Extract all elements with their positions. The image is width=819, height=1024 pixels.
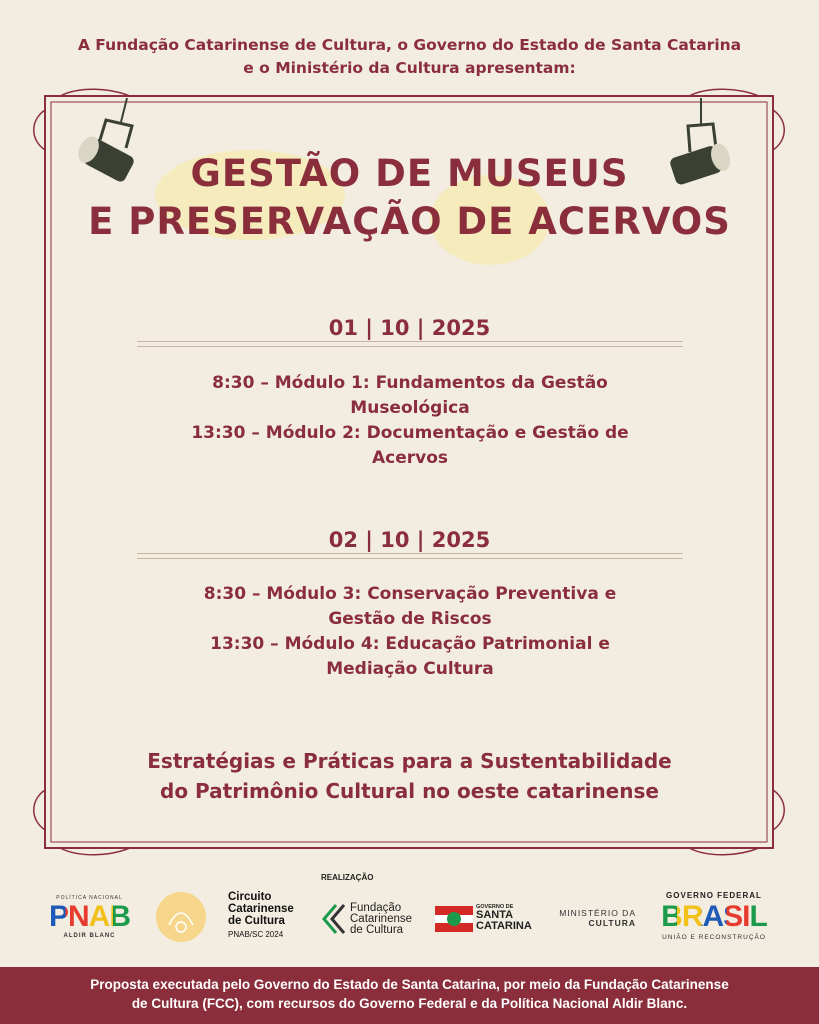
footer-banner: [0, 967, 819, 1024]
circuito-emblem-icon: [155, 891, 207, 943]
circuito-text-3: de Cultura: [228, 915, 285, 927]
event-title: [0, 150, 819, 246]
minc-logo: [552, 908, 636, 928]
gov-sc-text-1: GOVERNO DE: [476, 904, 514, 910]
title-line-1: GESTÃO DE MUSEUS: [190, 152, 629, 195]
gov-sc-text-2: SANTA: [476, 909, 514, 921]
circuito-logo: [228, 891, 294, 941]
schedule-day-1: [120, 371, 700, 471]
minc-text-2: CULTURA: [588, 918, 636, 928]
schedule-day-2: [120, 582, 700, 682]
divider-day-1: [137, 341, 683, 347]
schedule-item: Acervos: [371, 448, 449, 468]
divider-day-2: [137, 553, 683, 559]
fcc-text-2: Catarinense: [350, 913, 413, 925]
date-day-1: 01 | 10 | 2025: [328, 316, 491, 340]
gov-fed-main-text: BRASIL: [652, 900, 776, 934]
schedule-item: 13:30 – Módulo 2: Documentação e Gestão de: [191, 423, 629, 443]
fcc-chevron-icon: [320, 903, 348, 935]
footer-line-2: de Cultura (FCC), com recursos do Governo Federal e da Política Nacional Aldir Blanc.: [131, 996, 688, 1011]
minc-text-1: MINISTÉRIO DA: [559, 908, 636, 918]
gov-sc-text-3: CATARINA: [476, 920, 532, 932]
schedule-item: Museológica: [350, 398, 470, 418]
pnab-top-text: POLÍTICA NACIONAL: [56, 895, 123, 901]
fcc-text-1: Fundação: [350, 902, 402, 914]
realizacao-label: REALIZAÇÃO: [321, 873, 374, 882]
schedule-item: Gestão de Riscos: [328, 609, 492, 629]
circuito-text-1: Circuito: [228, 891, 272, 903]
santa-catarina-flag-icon: [435, 906, 473, 932]
schedule-item: 8:30 – Módulo 3: Conservação Preventiva e: [203, 584, 617, 604]
tagline-line-1: Estratégias e Práticas para a Sustentabilidade: [147, 749, 672, 773]
intro-line-2: e o Ministério da Cultura apresentam:: [243, 59, 576, 77]
gov-federal-logo: [652, 891, 776, 941]
pnab-logo: [42, 895, 137, 939]
schedule-item: 8:30 – Módulo 1: Fundamentos da Gestão: [212, 373, 608, 393]
schedule-item: Mediação Cultura: [326, 659, 494, 679]
fcc-text-3: de Cultura: [350, 924, 404, 936]
tagline-line-2: do Patrimônio Cultural no oeste catarinense: [160, 779, 659, 803]
gov-fed-top-text: GOVERNO FEDERAL: [666, 891, 762, 900]
pnab-main-text: PNAB: [42, 901, 137, 933]
intro-line-1: A Fundação Catarinense de Cultura, o Governo do Estado de Santa Catarina: [77, 36, 742, 54]
fcc-logo: [350, 903, 412, 936]
circuito-text-2: Catarinense: [228, 903, 294, 915]
footer-line-1: Proposta executada pelo Governo do Estado de Santa Catarina, por meio da Fundação Catarinense: [90, 977, 729, 992]
sponsor-logos: [0, 885, 819, 955]
gov-sc-logo: [476, 904, 532, 932]
circuito-text-4: PNAB/SC 2024: [228, 930, 284, 939]
schedule-item: 13:30 – Módulo 4: Educação Patrimonial e: [210, 634, 610, 654]
gov-fed-bottom-text: UNIÃO E RECONSTRUÇÃO: [662, 934, 766, 941]
title-line-2: E PRESERVAÇÃO DE ACERVOS: [88, 200, 731, 243]
date-day-2: 02 | 10 | 2025: [328, 528, 491, 552]
tagline: [0, 746, 819, 806]
pnab-bottom-text: ALDIR BLANC: [63, 933, 116, 939]
